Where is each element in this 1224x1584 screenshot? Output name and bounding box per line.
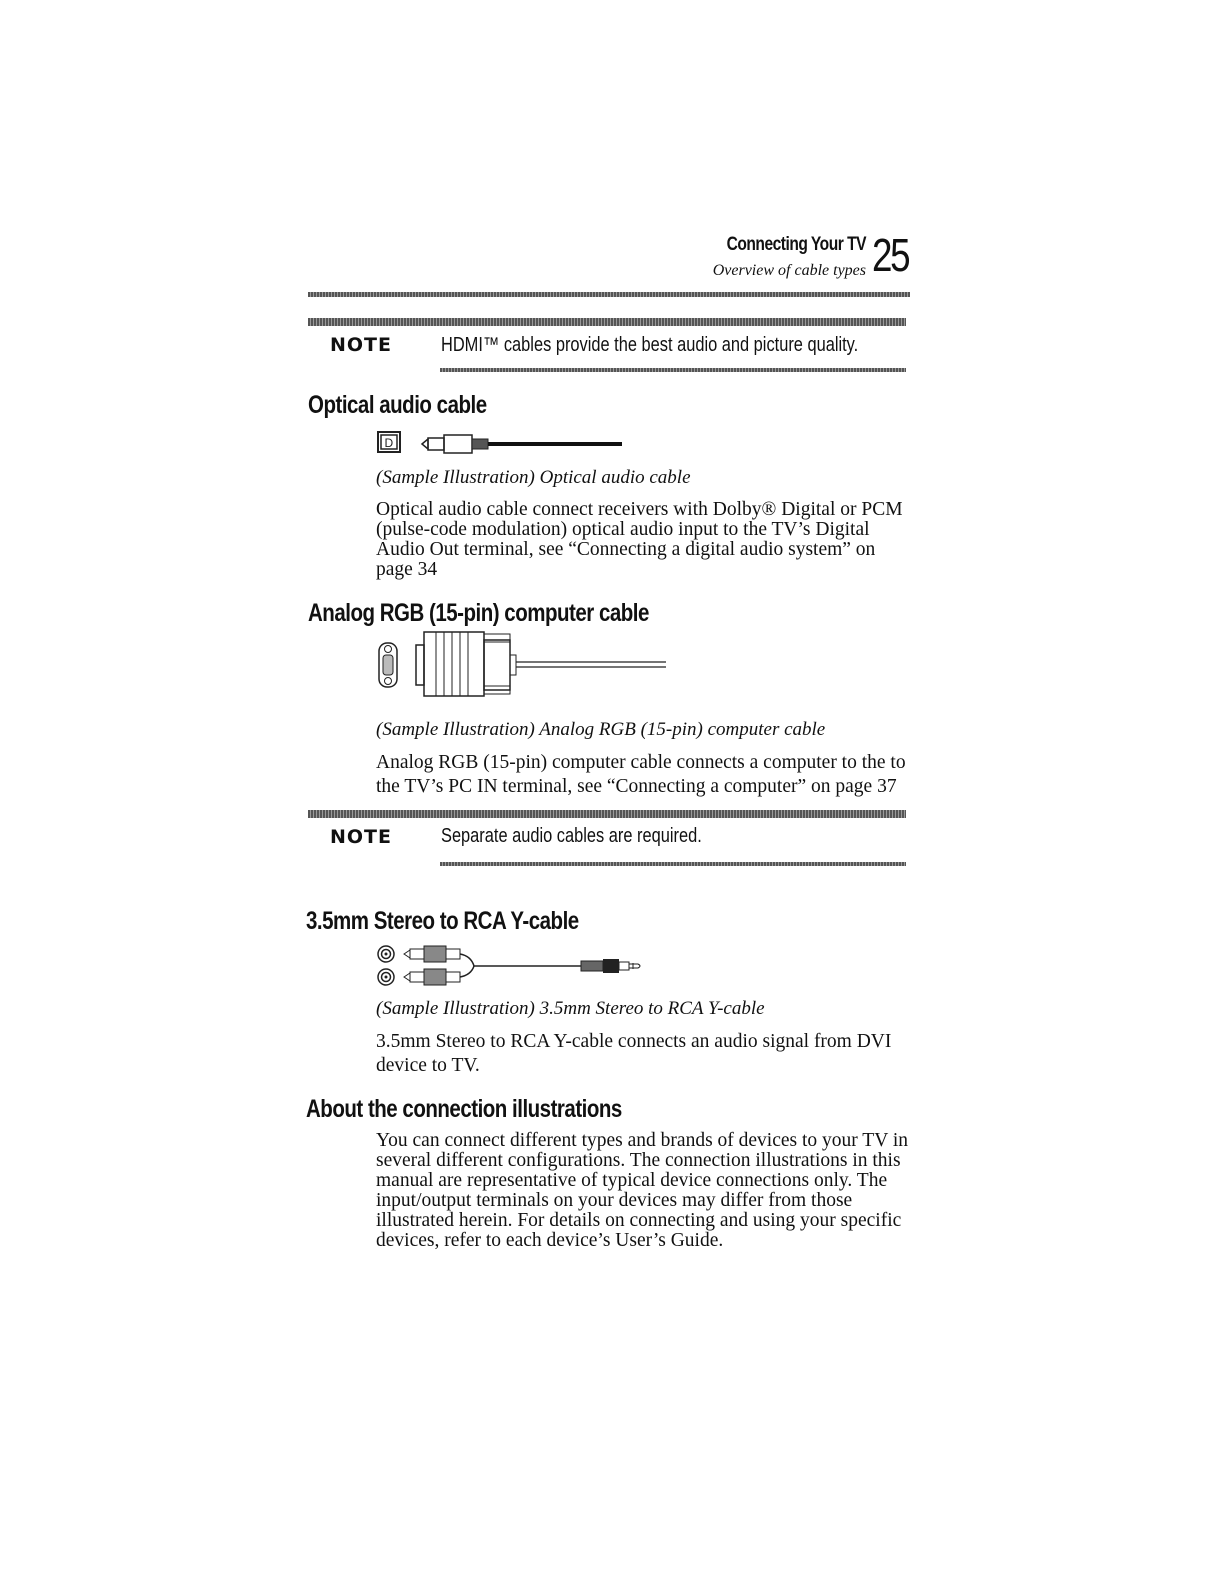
- note-bottom-rule: [440, 862, 906, 866]
- figure-caption: (Sample Illustration) Optical audio cable: [376, 467, 691, 488]
- note-top-rule: [308, 318, 906, 326]
- body-line: illustrated herein. For details on connecting and using your specific: [376, 1210, 902, 1231]
- svg-text:D: D: [384, 436, 394, 450]
- note-label: NOTE: [330, 826, 392, 848]
- body-line: You can connect different types and brands of devices to your TV in: [376, 1130, 908, 1151]
- header-rule: [308, 292, 910, 297]
- section-heading: Optical audio cable: [308, 391, 487, 419]
- stereo-rca-y-cable-icon: [376, 942, 666, 988]
- note-top-rule: [308, 810, 906, 818]
- figure-caption: (Sample Illustration) 3.5mm Stereo to RCA Y-cable: [376, 998, 765, 1019]
- body-line: Analog RGB (15-pin) computer cable connects a computer to the to: [376, 752, 906, 773]
- figure-caption: (Sample Illustration) Analog RGB (15-pin) computer cable: [376, 719, 826, 740]
- chapter-title: Connecting Your TV: [726, 234, 866, 255]
- page-number: 25: [872, 229, 909, 281]
- rgb-15pin-cable-icon: [376, 630, 676, 700]
- body-line: the TV’s PC IN terminal, see “Connecting a computer” on page 37: [376, 776, 897, 797]
- note-text: Separate audio cables are required.: [441, 825, 702, 847]
- section-body: [376, 1131, 916, 1251]
- note-text: HDMI™ cables provide the best audio and picture quality.: [441, 334, 859, 356]
- body-line: (pulse-code modulation) optical audio input to the TV’s Digital: [376, 519, 870, 540]
- section-body: [376, 1030, 916, 1078]
- note-bottom-rule: [440, 368, 906, 372]
- section-body: [376, 500, 916, 580]
- section-heading: Analog RGB (15-pin) computer cable: [308, 599, 649, 627]
- section-body: [376, 751, 916, 799]
- optical-audio-cable-icon: [376, 428, 626, 458]
- body-line: page 34: [376, 559, 438, 580]
- section-heading: 3.5mm Stereo to RCA Y-cable: [306, 907, 579, 935]
- body-line: input/output terminals on your devices may differ from those: [376, 1190, 853, 1211]
- body-line: devices, refer to each device’s User’s Guide.: [376, 1230, 724, 1251]
- section-subtitle: Overview of cable types: [712, 262, 866, 279]
- body-line: Optical audio cable connect receivers with Dolby® Digital or PCM: [376, 499, 903, 520]
- body-line: Audio Out terminal, see “Connecting a digital audio system” on: [376, 539, 876, 560]
- body-line: device to TV.: [376, 1055, 480, 1076]
- body-line: manual are representative of typical device connections only. The: [376, 1170, 888, 1191]
- section-heading: About the connection illustrations: [306, 1095, 622, 1123]
- note-label: NOTE: [330, 334, 392, 356]
- body-line: 3.5mm Stereo to RCA Y-cable connects an audio signal from DVI: [376, 1031, 892, 1052]
- body-line: several different configurations. The connection illustrations in this: [376, 1150, 901, 1171]
